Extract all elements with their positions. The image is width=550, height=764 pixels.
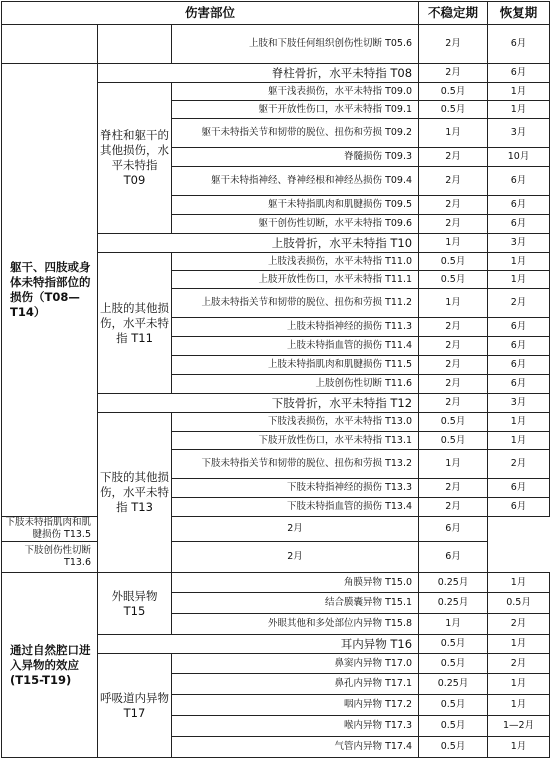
recovery-cell: 1月 [488,101,550,119]
unstable-cell: 0.5月 [419,253,488,271]
item-cell: 上肢和下肢任何组织创伤性切断 T05.6 [172,25,419,64]
item-cell: 下肢未特指神经的损伤 T13.3 [172,479,419,498]
unstable-cell: 0.25月 [419,593,488,614]
subgroup-label-t17: 呼吸道内异物 T17 [98,654,172,758]
item-cell: 脊髓损伤 T09.3 [172,148,419,167]
recovery-cell: 1月 [488,573,550,593]
unstable-cell: 0.25月 [419,573,488,593]
recovery-cell: 1—2月 [488,716,550,737]
item-cell: 躯干未特指神经、脊神经根和神经丛损伤 T09.4 [172,167,419,196]
table-row [2,517,550,542]
recovery-cell: 2月 [488,289,550,318]
table-row [2,542,550,573]
recovery-cell: 1月 [488,413,550,432]
subgroup-label-t09: 脊柱和躯干的其他损伤，水平未特指 T09 [98,83,172,234]
item-cell: 下肢未特指肌肉和肌腱损伤 T13.5 [2,517,98,542]
item-cell: 下肢创伤性切断 T13.6 [2,542,98,573]
item-cell: 鼻窦内异物 T17.0 [172,654,419,674]
unstable-cell: 2月 [419,167,488,196]
item-cell: 上肢未特指血管的损伤 T11.4 [172,337,419,356]
unstable-cell: 2月 [419,25,488,64]
subgroup-label-t13: 下肢的其他损伤，水平未特指 T13 [98,413,172,573]
unstable-cell: 0.5月 [419,654,488,674]
recovery-cell: 6月 [488,479,550,498]
item-cell: 躯干浅表损伤，水平未特指 T09.0 [172,83,419,101]
item-cell: 结合膜囊异物 T15.1 [172,593,419,614]
unstable-cell: 1月 [419,234,488,253]
recovery-cell: 3月 [488,394,550,413]
item-cell: 躯干开放性伤口，水平未特指 T09.1 [172,101,419,119]
recovery-cell: 6月 [488,25,550,64]
unstable-cell: 0.5月 [419,635,488,654]
item-cell: 外眼其他和多处部位内异物 T15.8 [172,614,419,635]
table-row [2,64,550,83]
unstable-cell: 0.5月 [419,432,488,450]
recovery-cell: 2月 [488,654,550,674]
item-cell: 下肢未特指关节和韧带的脱位、扭伤和劳损 T13.2 [172,450,419,479]
recovery-cell: 1月 [488,432,550,450]
recovery-cell: 6月 [488,64,550,83]
unstable-cell: 2月 [419,64,488,83]
injury-period-table [1,1,550,758]
unstable-cell: 0.5月 [419,413,488,432]
unstable-cell: 1月 [419,289,488,318]
group-label-trunk-limbs: 躯干、四肢或身体未特指部位的损伤（T08—T14） [2,64,98,517]
unstable-cell: 1月 [419,450,488,479]
recovery-cell: 10月 [488,148,550,167]
unstable-cell: 0.5月 [419,695,488,716]
item-cell: 躯干未特指肌肉和肌腱损伤 T09.5 [172,196,419,215]
recovery-cell: 6月 [488,167,550,196]
recovery-cell: 3月 [488,119,550,148]
recovery-cell: 6月 [419,517,488,542]
item-cell: 上肢开放性伤口，水平未特指 T11.1 [172,271,419,289]
unstable-cell: 0.5月 [419,101,488,119]
header-unstable-period: 不稳定期 [419,2,488,25]
unstable-cell: 2月 [419,479,488,498]
recovery-cell: 6月 [488,337,550,356]
item-cell: 上肢未特指肌肉和肌腱损伤 T11.5 [172,356,419,375]
recovery-cell: 6月 [488,196,550,215]
item-cell: 咽内异物 T17.2 [172,695,419,716]
unstable-cell: 2月 [419,375,488,394]
item-cell: 上肢未特指关节和韧带的脱位、扭伤和劳损 T11.2 [172,289,419,318]
recovery-cell: 6月 [488,356,550,375]
item-cell: 躯干未特指关节和韧带的脱位、扭伤和劳损 T09.2 [172,119,419,148]
recovery-cell: 3月 [488,234,550,253]
recovery-cell: 1月 [488,83,550,101]
item-cell: 气管内异物 T17.4 [172,737,419,758]
recovery-cell: 6月 [488,318,550,337]
recovery-cell: 6月 [488,498,550,517]
item-cell: 下肢骨折，水平未特指 T12 [98,394,419,413]
item-cell: 下肢开放性伤口，水平未特指 T13.1 [172,432,419,450]
unstable-cell: 2月 [419,196,488,215]
subgroup-label-t15: 外眼异物 T15 [98,573,172,635]
unstable-cell: 2月 [419,356,488,375]
unstable-cell: 2月 [419,215,488,234]
unstable-cell: 2月 [419,148,488,167]
item-cell: 上肢浅表损伤，水平未特指 T11.0 [172,253,419,271]
item-cell: 上肢创伤性切断 T11.6 [172,375,419,394]
group-label-foreign-body: 通过自然腔口进入异物的效应(T15-T19) [2,573,98,758]
item-cell: 耳内异物 T16 [98,635,419,654]
subgroup-label-t11: 上肢的其他损伤，水平未特指 T11 [98,253,172,394]
header-injury-site: 伤害部位 [2,2,419,25]
recovery-cell: 0.5月 [488,593,550,614]
recovery-cell: 1月 [488,635,550,654]
unstable-cell: 0.25月 [419,674,488,695]
item-cell: 躯干创伤性切断，水平未特指 T09.6 [172,215,419,234]
item-cell: 角膜异物 T15.0 [172,573,419,593]
item-cell: 下肢未特指血管的损伤 T13.4 [172,498,419,517]
recovery-cell: 2月 [488,450,550,479]
unstable-cell: 2月 [419,498,488,517]
item-cell: 上肢未特指神经的损伤 T11.3 [172,318,419,337]
recovery-cell: 2月 [488,614,550,635]
unstable-cell: 0.5月 [419,271,488,289]
header-row [2,2,550,25]
header-recovery-period: 恢复期 [488,2,550,25]
unstable-cell: 0.5月 [419,83,488,101]
unstable-cell: 0.5月 [419,737,488,758]
recovery-cell: 1月 [488,253,550,271]
unstable-cell: 2月 [419,394,488,413]
unstable-cell: 2月 [419,337,488,356]
item-cell: 上肢骨折，水平未特指 T10 [98,234,419,253]
item-cell: 喉内异物 T17.3 [172,716,419,737]
recovery-cell: 6月 [488,215,550,234]
item-cell: 下肢浅表损伤，水平未特指 T13.0 [172,413,419,432]
unstable-cell: 1月 [419,614,488,635]
recovery-cell: 1月 [488,674,550,695]
table-row [2,573,550,593]
unstable-cell: 2月 [172,542,419,573]
item-cell: 脊柱骨折，水平未特指 T08 [98,64,419,83]
unstable-cell: 0.5月 [419,716,488,737]
unstable-cell: 1月 [419,119,488,148]
unstable-cell: 2月 [172,517,419,542]
item-cell: 鼻孔内异物 T17.1 [172,674,419,695]
unstable-cell: 2月 [419,318,488,337]
recovery-cell: 1月 [488,695,550,716]
recovery-cell: 1月 [488,737,550,758]
recovery-cell: 1月 [488,271,550,289]
recovery-cell: 6月 [488,375,550,394]
table-row [2,25,550,64]
recovery-cell: 6月 [419,542,488,573]
